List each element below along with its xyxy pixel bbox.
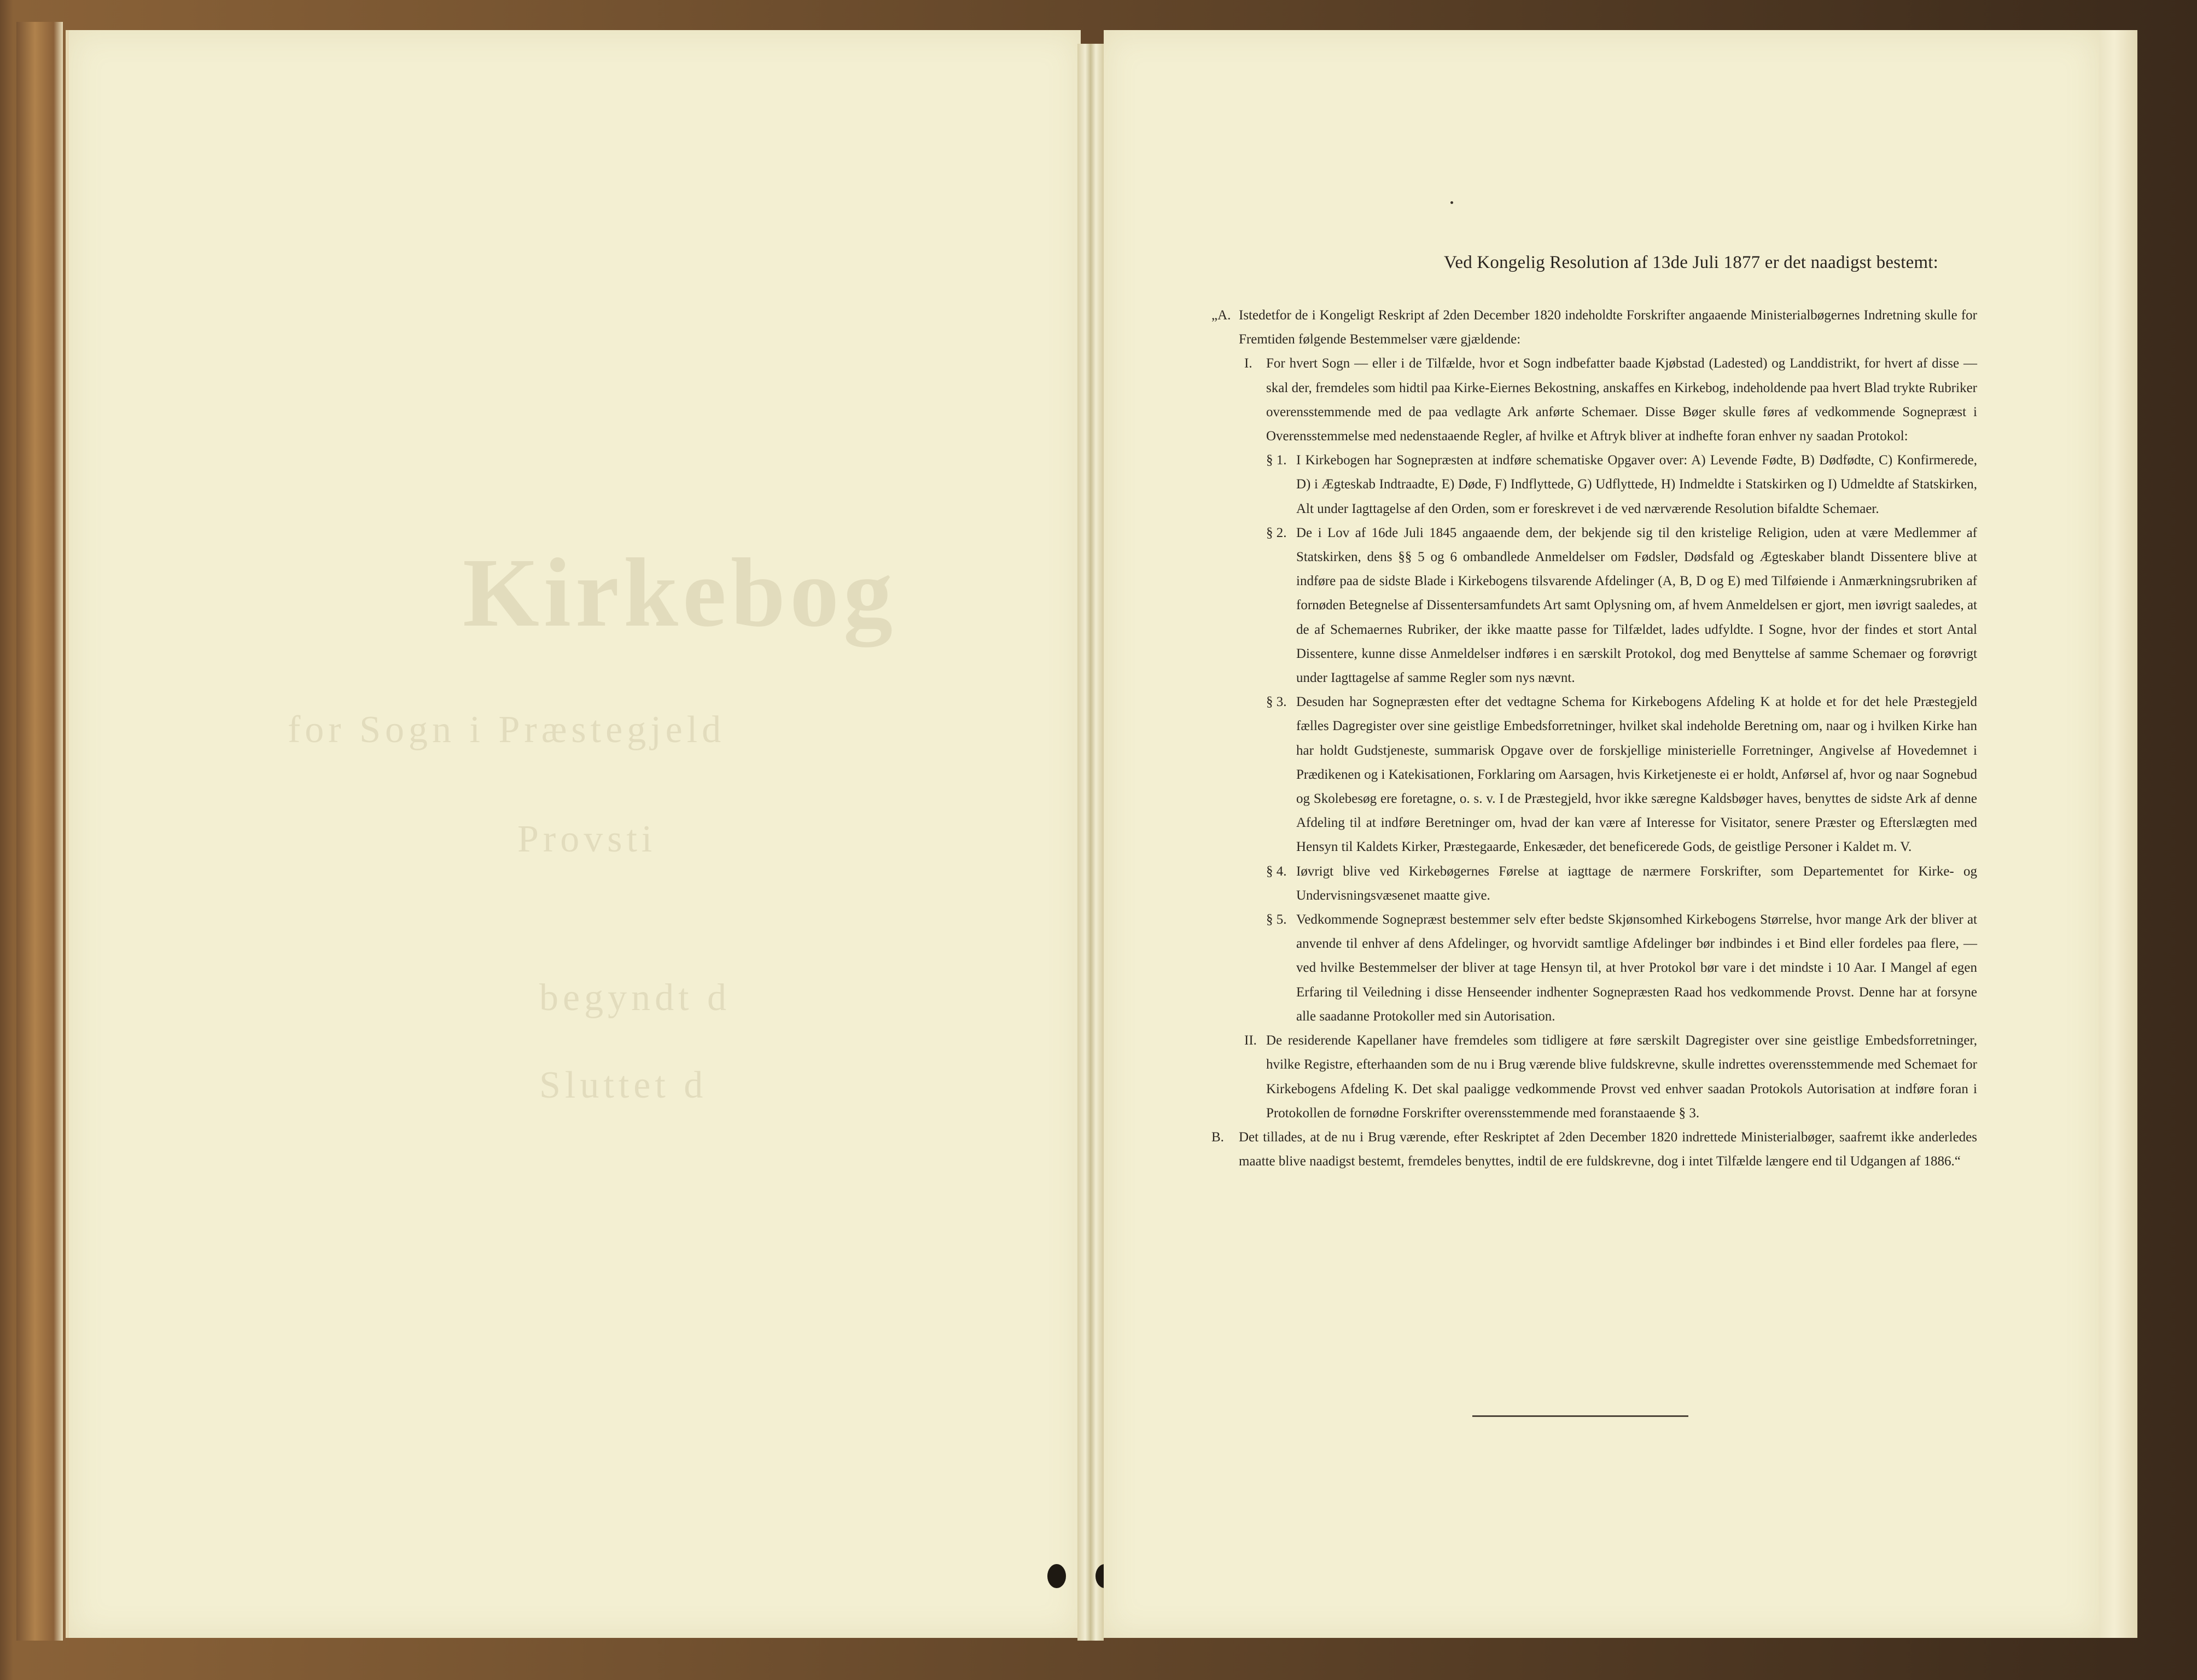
- paragraph-text: I Kirkebogen har Sognepræsten at indføre schematiske Opgaver over: A) Levende Fødte, B) Dødfødte, C) Konfirmerede, D) i Ægteskab Indtraadte, E) Døde, F) Indflyttede, G) Udflyttede, H) Indmeldte i Statskirken og I) Udmeldte af Statskirken, Alt under Iagttagelse af den Orden, som er foreskrevet i de ved nærværende Resolution bifaldte Schemaer.: [1296, 453, 1977, 516]
- left-page-line-begun: begyndt d: [539, 977, 731, 1019]
- paragraph-label: § 3.: [1266, 695, 1287, 710]
- resolution-paragraph: [1211, 1125, 1977, 1174]
- left-page-line-ended: Sluttet d: [539, 1064, 708, 1106]
- resolution-text-block: [1211, 304, 1977, 1174]
- paragraph-text: De residerende Kapellaner have fremdeles som tidligere at føre særskilt Dagregister over sine geistlige Embedsforretninger, hvilke Registre, efterhaanden som de nu i Brug værende blive fuldskrevne, skulle indrettes overensstemmende med Schemaet for Kirkebogens Afdeling K. Det skal paaligge vedkommende Provst ved enhver saadan Protokols Autorisation at indføre foran i Protokollen de fornødne Forskrifter overensstemmende med foranstaaende § 3.: [1266, 1033, 1977, 1121]
- resolution-paragraph: [1211, 1029, 1977, 1125]
- paragraph-text: De i Lov af 16de Juli 1845 angaaende dem, der bekjende sig til den kristelige Religion, uden at være Medlemmer af Statskirken, dens §§ 5 og 6 ombandlede Anmeldelser om Fødsler, Dødsfald og Ægteskaber blandt Dissentere blive at indføre paa de sidste Blade i Kirkebogens tilsvarende Afdelinger (A, B, D og E) med Tilføiende i Anmærkningsrubriken af fornøden Betegnelse af Dissentersamfundets Art samt Oplysning om, af hvem Anmeldelsen er gjort, men iøvrigt saaledes, at de af Schemaernes Rubriker, der ikke maatte passe for Tilfældet, lades udfyldte. I Sogne, hvor der findes et stort Antal Dissentere, kunne disse Anmeldelser indføres i en særskilt Protokol, dog med Benyttelse af samme Schemaer og forøvrigt under Iagttagelse af samme Regler som nys nævnt.: [1296, 525, 1977, 686]
- left-page-title-bleedthrough: Kirkebog: [463, 538, 898, 647]
- left-page-line-deanery: Provsti: [517, 818, 657, 860]
- paragraph-label: I.: [1244, 356, 1252, 371]
- binding-hole-left: [1047, 1564, 1066, 1588]
- printer-dot: [1450, 201, 1453, 204]
- book-gutter: [1077, 44, 1104, 1641]
- resolution-paragraph: [1211, 352, 1977, 448]
- paragraph-label: § 1.: [1266, 453, 1287, 468]
- paragraph-text: Istedetfor de i Kongeligt Reskript af 2den December 1820 indeholdte Forskrifter angaaende Ministerialbøgernes Indretning skulle for Fremtiden følgende Bestemmelser være gjældende:: [1239, 308, 1977, 347]
- paragraph-text: Iøvrigt blive ved Kirkebøgernes Førelse at iagttage de nærmere Forskrifter, som Departementet for Kirke- og Undervisningsvæsenet maatte give.: [1296, 864, 1977, 903]
- paragraph-label: § 4.: [1266, 864, 1287, 879]
- paragraph-label: § 5.: [1266, 912, 1287, 928]
- paragraph-text: Det tillades, at de nu i Brug værende, efter Reskriptet af 2den December 1820 indrettede Ministerialbøger, saafremt ikke anderledes maatte blive naadigst bestemt, fremdeles benyttes, indtil de ere fuldskrevne, dog i intet Tilfælde længere end til Udgangen af 1886.“: [1239, 1129, 1977, 1169]
- paragraph-label: II.: [1244, 1033, 1257, 1048]
- paragraph-text: For hvert Sogn — eller i de Tilfælde, hvor et Sogn indbefatter baade Kjøbstad (Ladested) og Landdistrikt, for hvert af disse — skal der, fremdeles som hidtil paa Kirke-Eiernes Bekostning, anskaffes en Kirkebog, indeholdende paa hvert Blad trykte Rubriker overensstemmende med de paa vedlagte Ark anførte Schemaer. Disse Bøger skulle føres af vedkommende Sognepræst i Overensstemmelse med nedenstaaende Regler, af hvilke et Aftryk bliver at indhefte foran enhver ny saadan Protokol:: [1266, 356, 1977, 444]
- resolution-heading: Ved Kongelig Resolution af 13de Juli 1877 er det naadigst bestemt:: [1444, 253, 1939, 272]
- paragraph-label: „A.: [1211, 308, 1231, 323]
- resolution-paragraph: [1211, 521, 1977, 690]
- paragraph-label: B.: [1211, 1129, 1224, 1145]
- resolution-paragraph: [1211, 860, 1977, 908]
- closing-rule: [1472, 1415, 1688, 1417]
- resolution-paragraph: [1211, 908, 1977, 1029]
- paragraph-label: § 2.: [1266, 525, 1287, 540]
- left-page: [66, 30, 1081, 1638]
- book-cover-edge: [16, 22, 63, 1641]
- left-page-line-parish: for Sogn i Præstegjeld: [288, 709, 726, 751]
- paragraph-text: Vedkommende Sognepræst bestemmer selv efter bedste Skjønsomhed Kirkebogens Størrelse, hvor mange Ark der bliver at anvende til enhver af dens Afdelinger, og hvorvidt samtlige Afdelinger bør indbindes i et Bind eller fordeles paa flere, — ved hvilke Bestemmelser der bliver at tage Hensyn til, at hver Protokol bør vare i det mindste i 10 Aar. I Mangel af egen Erfaring til Veiledning i disse Henseender indhenter Sognepræsten Raad hos vedkommende Provst. Denne har at forsyne alle saadanne Protokoller med sin Autorisation.: [1296, 912, 1977, 1024]
- resolution-paragraph: [1211, 690, 1977, 859]
- paragraph-text: Desuden har Sognepræsten efter det vedtagne Schema for Kirkebogens Afdeling K at holde et for det hele Præstegjeld fælles Dagregister over sine geistlige Embedsforretninger, hvilket skal indeholde Beretning om, naar og i hvilken Kirke han har holdt Gudstjeneste, summarisk Opgave over de forskjellige ministerielle Forretninger, Angivelse af Hovedemnet i Prædikenen og i Katekisationen, Forklaring om Aarsagen, hvis Kirketjeneste ei er holdt, Anførsel af, hvor og naar Sognebud og Skolebesøg ere foretagne, o. s. v. I de Præstegjeld, hvor ikke særegne Kaldsbøger haves, benyttes de sidste Ark af denne Afdeling til at indføre Beretninger om, hvad der kan være af Interesse for Visitator, senere Præster og Efterslægten med Hensyn til Kaldets Kirker, Præstegaarde, Enkesæder, det beneficerede Gods, de geistlige Personer i Kaldet m. V.: [1296, 695, 1977, 855]
- resolution-paragraph: [1211, 448, 1977, 521]
- resolution-paragraph: [1211, 304, 1977, 352]
